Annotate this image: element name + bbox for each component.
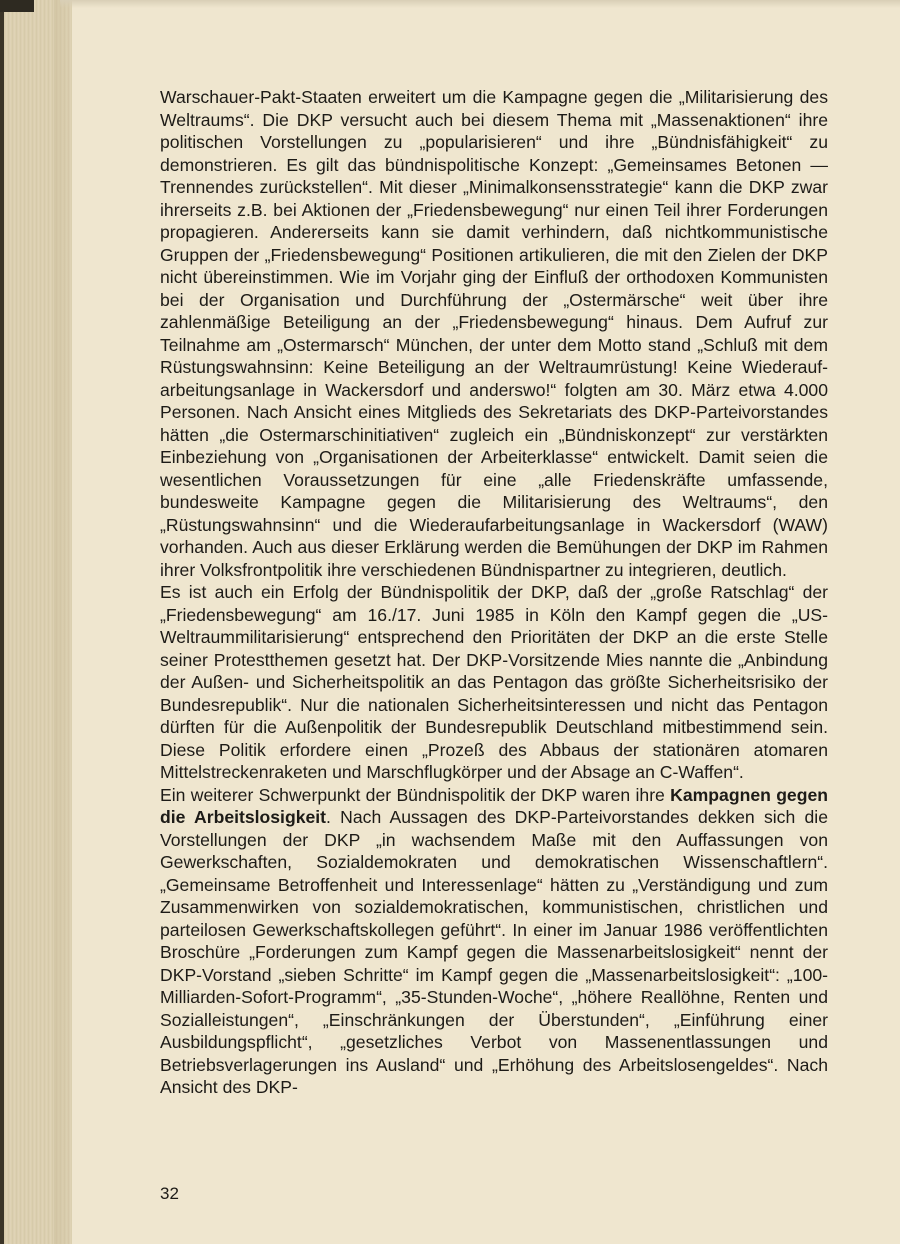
paragraph-3-lead: Ein weiterer Schwerpunkt der Bündnispolitik der DKP waren ihre [160, 784, 671, 805]
binding-edge [0, 0, 4, 1244]
body-text [160, 86, 828, 1099]
emphasis-campaigns: Kampagnen gegen die Arbeitslosigkeit [160, 784, 828, 827]
paragraph-3-rest: . Nach Aussagen des DKP-Parteivorstandes dekken sich die Vorstellungen der DKP „in wachsendem Maße mit den Auffassungen von Gewerkschaften, Sozialdemokraten und demokratischen Wissenschaftlern“. „Gemeinsame Betroffenheit und Interessenlage“ hätten zu „Verständigung und zum Zusammenwirken von sozialdemokratischen, kommunistischen, christlichen und parteilosen Gewerkschaftskollegen geführt“. In einer im Januar 1986 veröffentlichten Broschüre „Forderungen zum Kampf gegen die Massenarbeitslosigkeit“ nennt der DKP-Vorstand „sieben Schritte“ im Kampf gegen die „Massenarbeitslosigkeit“: „100-Milliarden-Sofort-Programm“, „35-Stunden-Woche“, „höhere Reallöhne, Renten und Sozialleistungen“, „Einschränkungen der Überstunden“, „Einführung einer Ausbildungspflicht“, „gesetzliches Verbot von Massenentlassungen und Betriebsverlagerungen ins Ausland“ und „Erhöhung des Arbeitslosengeldes“. Nach Ansicht des DKP- [160, 807, 828, 1097]
page-stack-edge [0, 0, 72, 1244]
paragraph-3 [160, 784, 828, 1099]
paragraph-1: Warschauer-Pakt-Staaten erweitert um die Kampagne gegen die „Militarisierung des Weltraums“. Die DKP versucht auch bei diesem Thema mit „Massenaktionen“ ihre politischen Vorstellungen zu „popularisieren“ und ihre „Bündnisfähigkeit“ zu demonstrieren. Es gilt das bündnispolitische Konzept: „Gemeinsames Betonen — Trennendes zurückstellen“. Mit dieser „Minimalkonsensstrategie“ kann die DKP zwar ihrerseits z.B. bei Aktionen der „Friedensbewegung“ nur einen Teil ihrer Forderungen propagieren. Andererseits kann sie damit verhindern, daß nichtkommunistische Gruppen der „Friedensbewegung“ Positionen artikulieren, die mit den Zielen der DKP nicht übereinstimmen. Wie im Vorjahr ging der Einfluß der orthodoxen Kommunisten bei der Organisation und Durchführung der „Ostermärsche“ weit über ihre zahlenmäßige Beteiligung an der „Friedensbewegung“ hinaus. Dem Aufruf zur Teilnahme am „Ostermarsch“ München, der unter dem Motto stand „Schluß mit dem Rüstungswahnsinn: Keine Beteiligung an der Weltraumrüstung! Keine Wiederaufarbeitungsanlage in Wackersdorf und anderswo!“ folgten am 30. März etwa 4.000 Personen. Nach Ansicht eines Mitglieds des Sekretariats des DKP-Parteivorstandes hätten „die Ostermarschinitiativen“ zugleich ein „Bündniskonzept“ zur verstärkten Einbeziehung von „Organisationen der Arbeiterklasse“ entwickelt. Damit seien die wesentlichen Voraussetzungen für eine „alle Friedenskräfte umfassende, bundesweite Kampagne gegen die Militarisierung des Weltraums“, den „Rüstungswahnsinn“ und die Wiederaufarbeitungsanlage in Wackersdorf (WAW) vorhanden. Auch aus dieser Erklärung werden die Bemühungen der DKP im Rahmen ihrer Volksfrontpolitik ihre verschiedenen Bündnispartner zu integrieren, deutlich. [160, 87, 828, 580]
scan-corner-mark [0, 0, 34, 12]
page-number: 32 [160, 1184, 179, 1203]
paragraph-2: Es ist auch ein Erfolg der Bündnispolitik der DKP, daß der „große Ratschlag“ der „Friedensbewegung“ am 16./17. Juni 1985 in Köln den Kampf gegen die „US-Weltraummilitarisierung“ entsprechend den Prioritäten der DKP an die erste Stelle seiner Protestthemen gesetzt hat. Der DKP-Vorsitzende Mies nannte die „Anbindung der Außen- und Sicherheitspolitik an das Pentagon das größte Sicherheitsrisiko der Bundesrepublik“. Nur die nationalen Sicherheitsinteressen und nicht das Pentagon dürften für die Außenpolitik der Bundesrepublik Deutschland mitbestimmend sein. Diese Politik erfordere einen „Prozeß des Abbaus der stationären atomaren Mittelstreckenraketen und Marschflugkörper und der Absage an C-Waffen“. [160, 582, 828, 782]
top-shadow [60, 0, 900, 8]
